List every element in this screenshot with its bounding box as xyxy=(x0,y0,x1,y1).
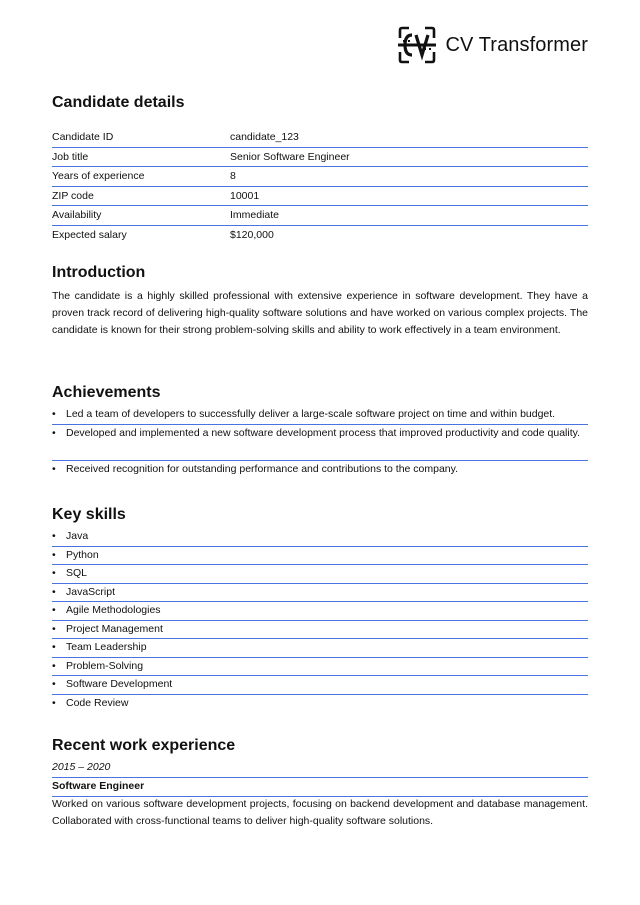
skill-item: • Python xyxy=(52,547,588,566)
skill-item: • Team Leadership xyxy=(52,639,588,658)
detail-key: Years of experience xyxy=(52,170,145,183)
detail-row-years-experience xyxy=(52,167,588,187)
cv-logo-icon xyxy=(397,26,437,64)
detail-key: Availability xyxy=(52,209,102,222)
skill-item: • SQL xyxy=(52,565,588,584)
experience-dates: 2015 – 2020 xyxy=(52,759,588,778)
detail-value: 8 xyxy=(230,170,236,183)
experience-description: Worked on various software development projects, focusing on backend development and database management. Collaborated with cross-functional teams to deliver high-quality software solutions. xyxy=(52,798,588,827)
key-skills-heading: Key skills xyxy=(52,506,126,523)
detail-row-expected-salary xyxy=(52,226,588,245)
skill-item: • Java xyxy=(52,528,588,547)
detail-row-candidate-id xyxy=(52,128,588,148)
candidate-details-heading: Candidate details xyxy=(52,94,185,111)
candidate-details-table xyxy=(52,128,588,244)
detail-value: Immediate xyxy=(230,209,280,222)
introduction-heading: Introduction xyxy=(52,264,146,281)
achievement-item: • Led a team of developers to successfully deliver a large-scale software project on time and within budget. xyxy=(52,406,588,425)
detail-row-zip-code xyxy=(52,187,588,207)
detail-key: Job title xyxy=(52,150,89,163)
key-skills-list xyxy=(52,528,588,713)
brand-name: CV Transformer xyxy=(445,33,588,56)
detail-value: 10001 xyxy=(230,189,260,202)
detail-key: ZIP code xyxy=(52,189,94,202)
achievements-list xyxy=(52,406,588,480)
detail-row-job-title xyxy=(52,148,588,168)
work-experience-heading: Recent work experience xyxy=(52,737,236,754)
detail-value: $120,000 xyxy=(230,228,274,241)
detail-value: Senior Software Engineer xyxy=(230,150,350,163)
skill-item: • JavaScript xyxy=(52,584,588,603)
achievement-item: • Received recognition for outstanding performance and contributions to the company. xyxy=(52,461,588,480)
skill-item: • Code Review xyxy=(52,695,588,714)
skill-item: • Problem-Solving xyxy=(52,658,588,677)
detail-key: Expected salary xyxy=(52,228,127,241)
detail-key: Candidate ID xyxy=(52,131,114,144)
skill-item: • Project Management xyxy=(52,621,588,640)
introduction-text: The candidate is a highly skilled professional with extensive experience in software development. They have a proven track record of delivering high-quality software solutions and have worked on various complex projects. The candidate is known for their strong problem-solving skills and ability to work effectively in a team environment. xyxy=(52,290,588,336)
achievements-heading: Achievements xyxy=(52,384,161,401)
achievement-item: • Developed and implemented a new software development process that improved productivity and code quality. xyxy=(52,425,588,461)
detail-row-availability xyxy=(52,206,588,226)
experience-role: Software Engineer xyxy=(52,778,588,797)
skill-item: • Agile Methodologies xyxy=(52,602,588,621)
skill-item: • Software Development xyxy=(52,676,588,695)
detail-value: candidate_123 xyxy=(230,131,299,144)
brand-header xyxy=(397,26,588,64)
